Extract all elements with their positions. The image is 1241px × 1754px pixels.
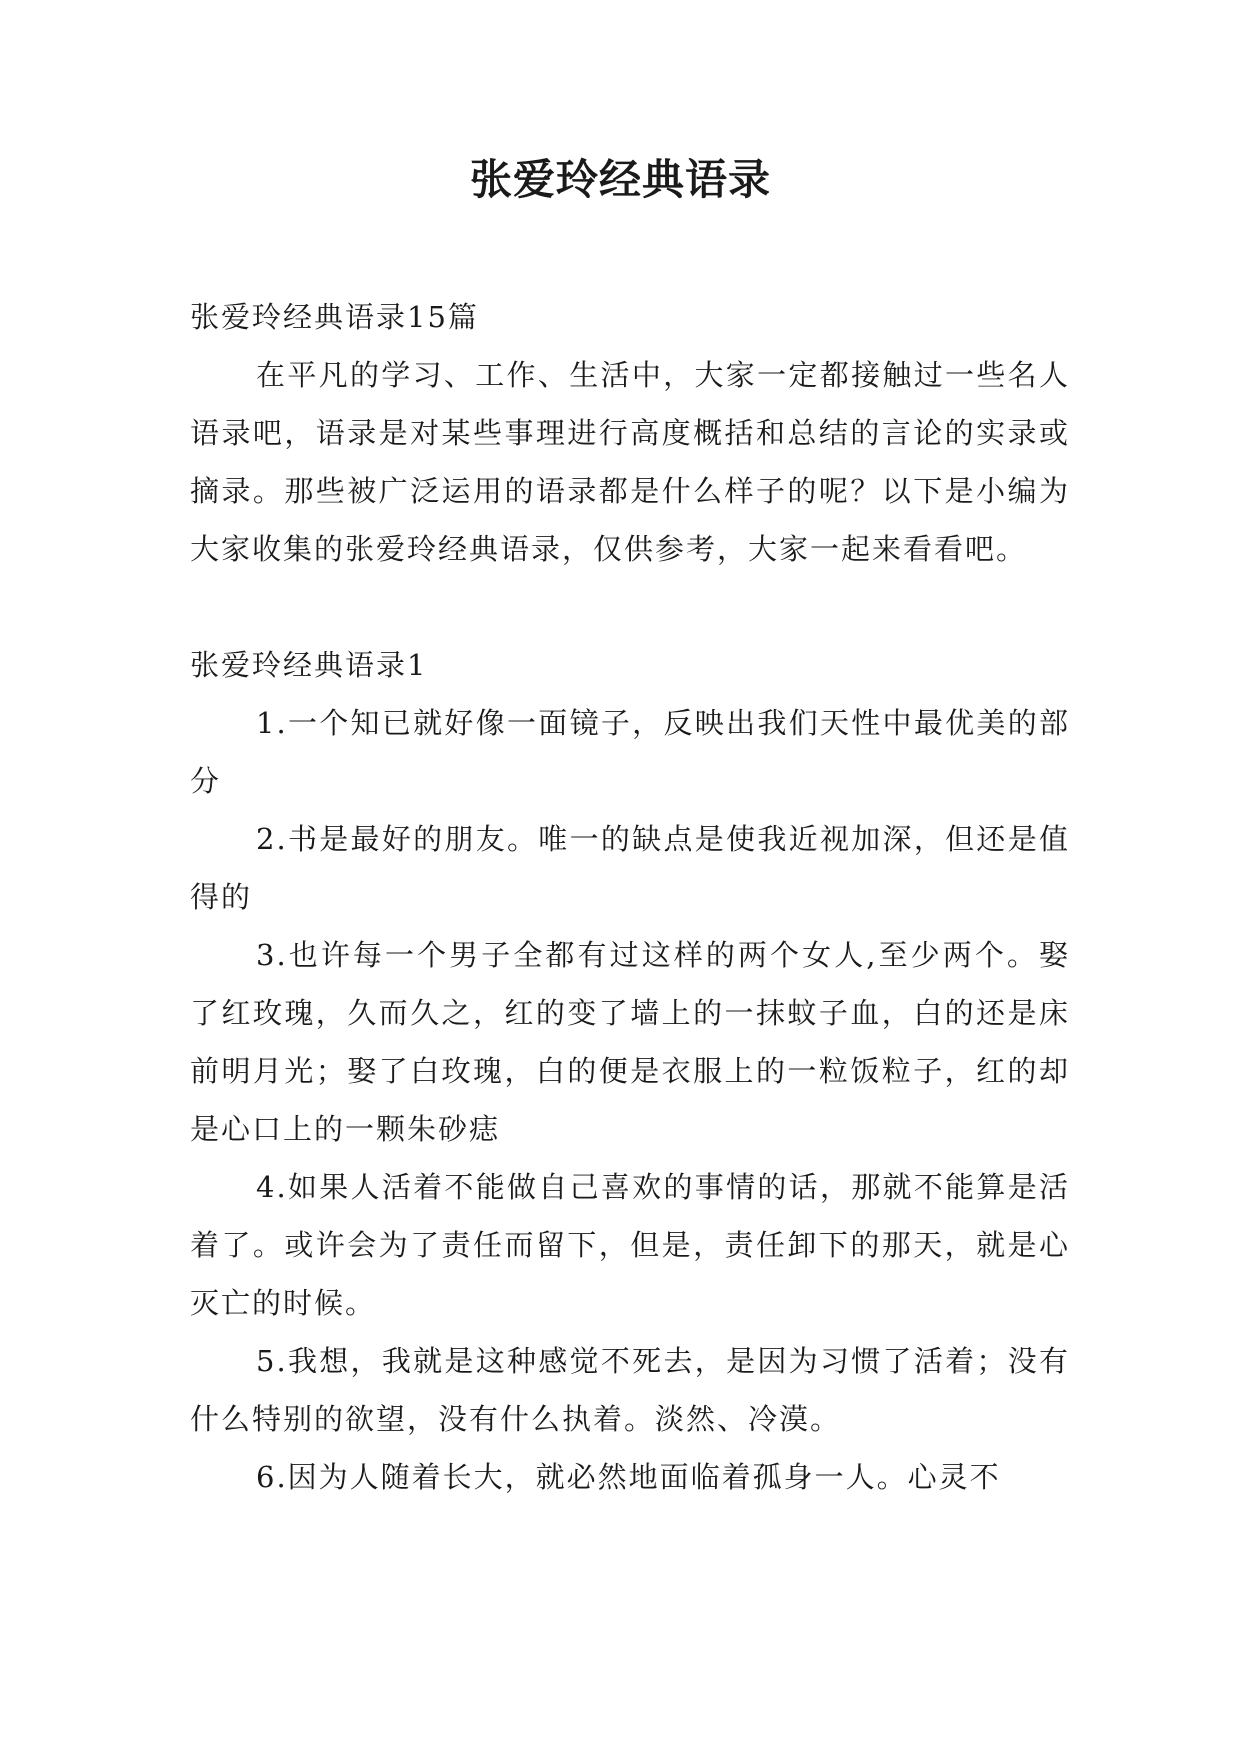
quote-paragraph: 2.书是最好的朋友。唯一的缺点是使我近视加深，但还是值得的 <box>190 822 1070 914</box>
section-heading: 张爱玲经典语录1 <box>190 648 428 682</box>
intro-paragraph: 在平凡的学习、工作、生活中，大家一定都接触过一些名人语录吧，语录是对某些事理进行高度概括和总结的言论的实录或摘录。那些被广泛运用的语录都是什么样子的呢？以下是小编为大家收集的张爱玲经典语录，仅供参考，大家一起来看看吧。 <box>190 358 1070 566</box>
document-subtitle: 张爱玲经典语录15篇 <box>190 300 479 334</box>
quote-paragraph: 4.如果人活着不能做自己喜欢的事情的话，那就不能算是活着了。或许会为了责任而留下，但是，责任卸下的那天，就是心灭亡的时候。 <box>190 1170 1070 1320</box>
quote-paragraph: 3.也许每一个男子全都有过这样的两个女人,至少两个。娶了红玫瑰，久而久之，红的变了墙上的一抹蚊子血，白的还是床前明月光；娶了白玫瑰，白的便是衣服上的一粒饭粒子，红的却是心口上的一颗朱砂痣 <box>190 938 1070 1146</box>
document-title: 张爱玲经典语录 <box>469 155 771 204</box>
quote-paragraph: 1.一个知已就好像一面镜子，反映出我们天性中最优美的部分 <box>190 706 1070 798</box>
document-body <box>190 288 1070 1506</box>
quote-paragraph: 6.因为人随着长大，就必然地面临着孤身一人。心灵不 <box>256 1460 1001 1494</box>
paragraph-spacer <box>190 578 1070 636</box>
quote-paragraph: 5.我想，我就是这种感觉不死去，是因为习惯了活着；没有什么特别的欲望，没有什么执着。淡然、冷漠。 <box>190 1344 1070 1436</box>
